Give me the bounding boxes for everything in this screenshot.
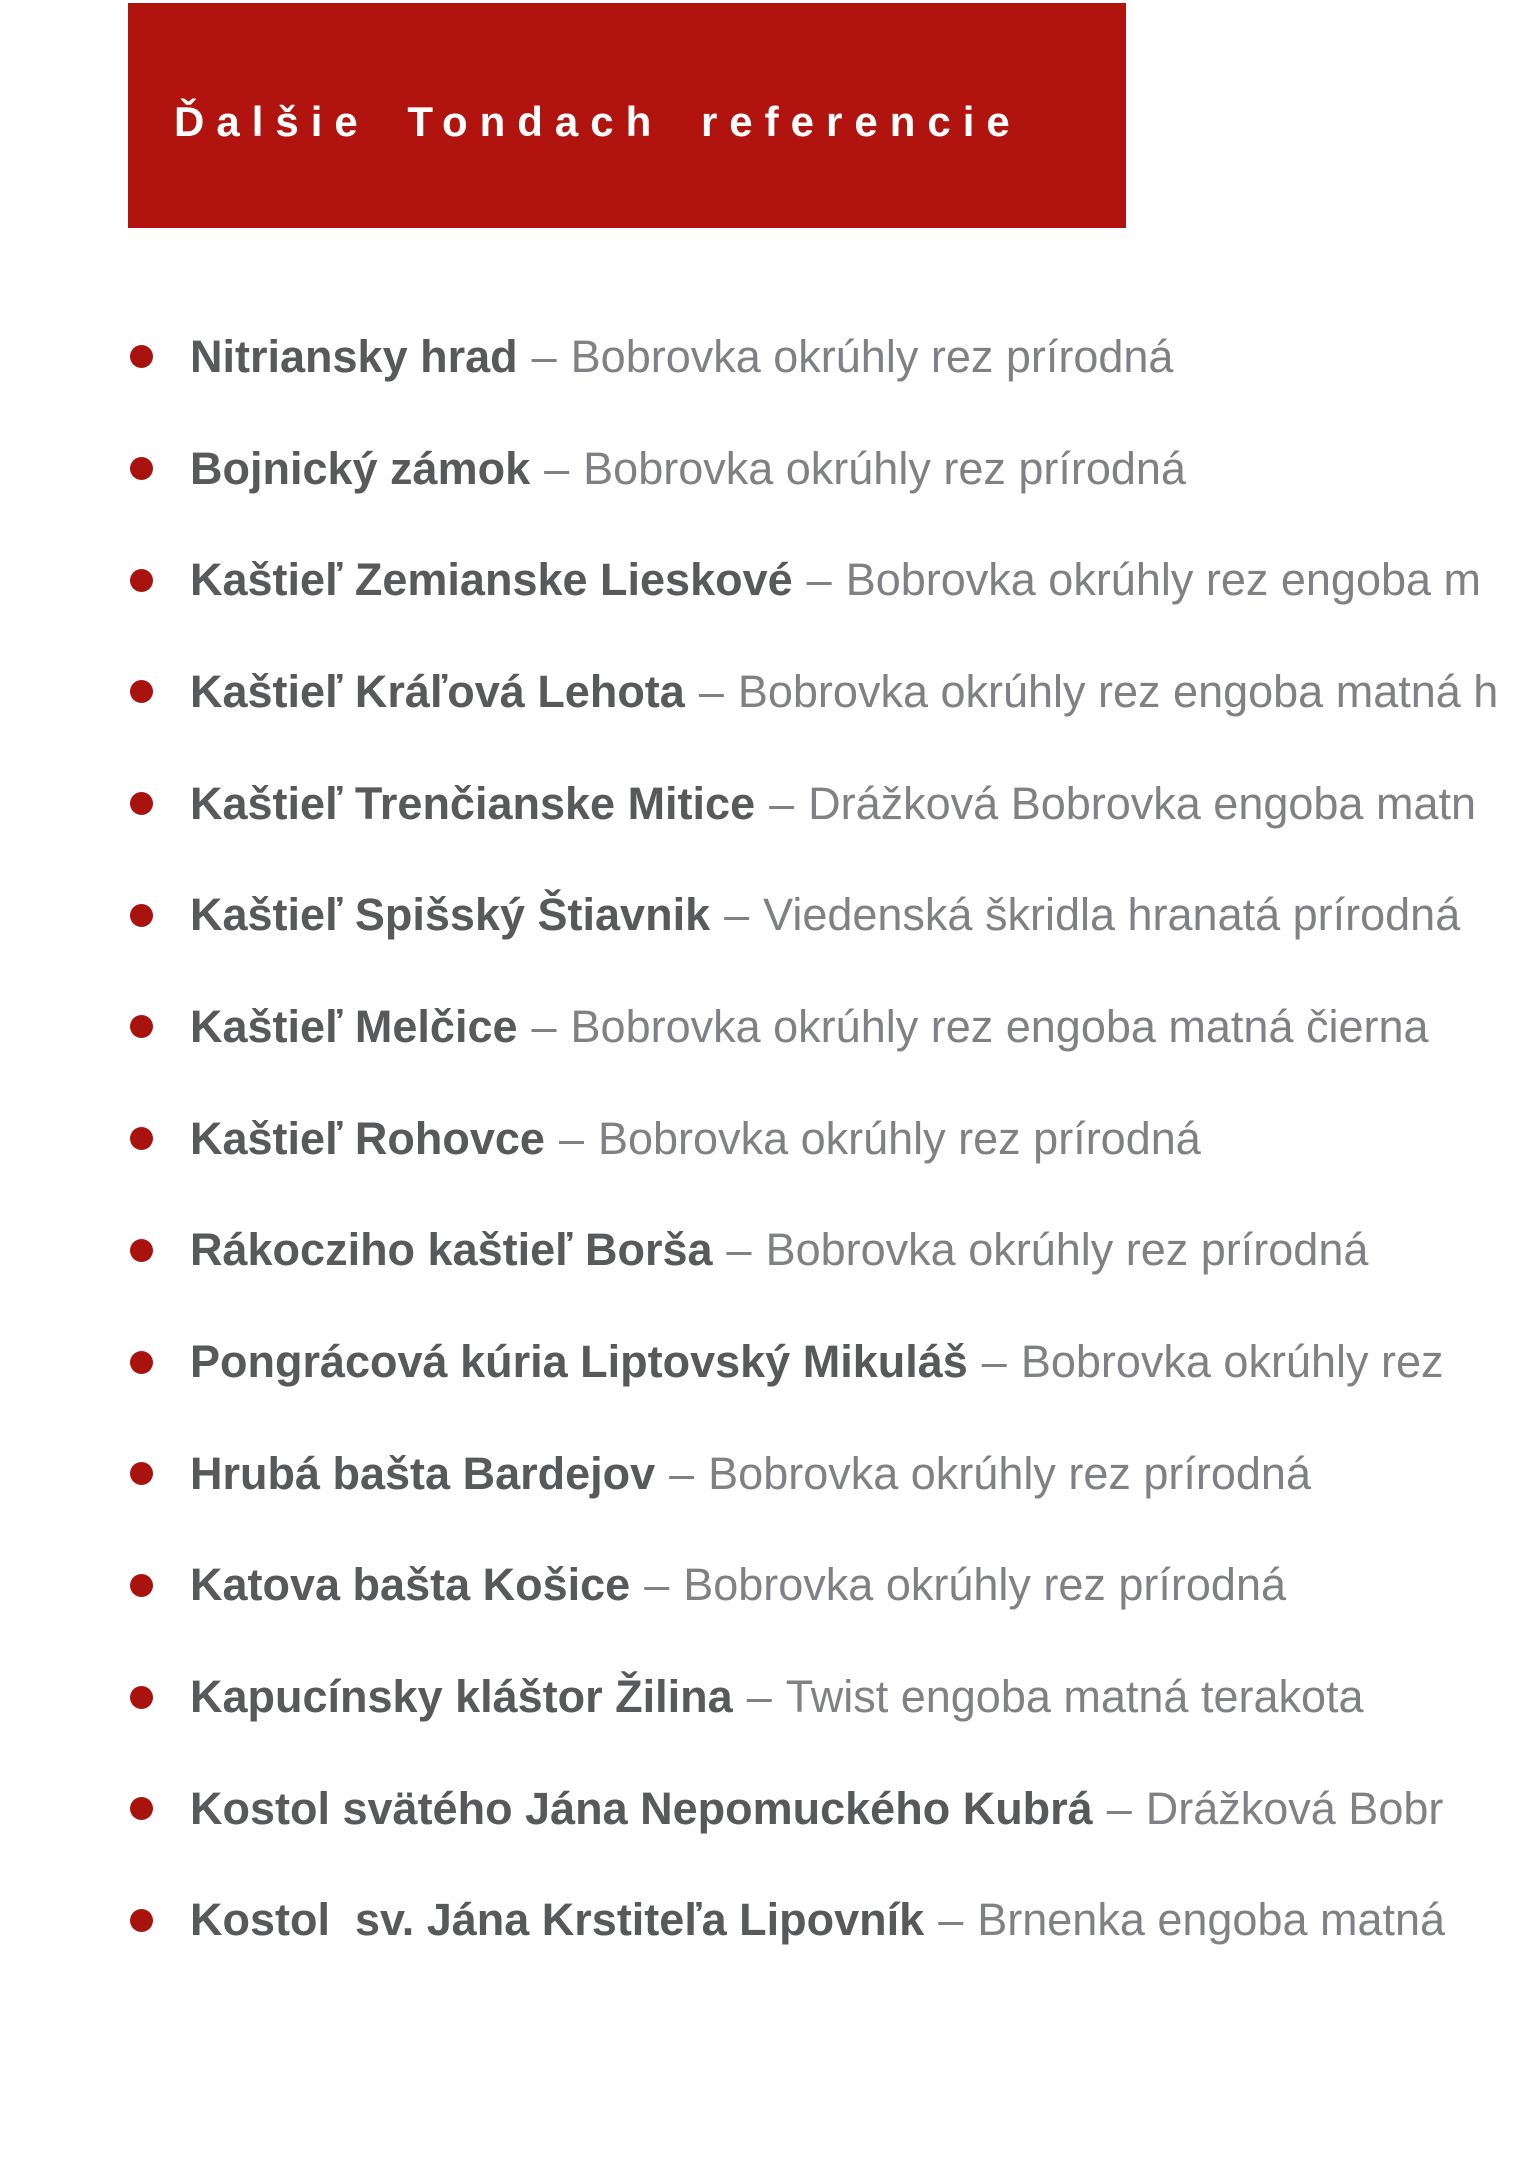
reference-separator: – bbox=[746, 1671, 772, 1723]
reference-name: Kaštieľ Spišský Štiavnik bbox=[190, 889, 711, 941]
reference-description: Drážková Bobr bbox=[1145, 1782, 1444, 1834]
reference-description: Brnenka engoba matná bbox=[977, 1894, 1446, 1946]
reference-separator: – bbox=[544, 442, 570, 494]
reference-description: Bobrovka okrúhly rez prírodná bbox=[683, 1559, 1287, 1611]
list-item bbox=[0, 636, 1527, 748]
reference-description: Bobrovka okrúhly rez prírodná bbox=[597, 1112, 1201, 1164]
reference-separator: – bbox=[644, 1559, 670, 1611]
reference-description: Bobrovka okrúhly rez prírodná bbox=[708, 1447, 1311, 1499]
reference-name: Kaštieľ Zemianske Lieskové bbox=[190, 554, 793, 606]
reference-name: Rákocziho kaštieľ Borša bbox=[190, 1224, 713, 1276]
reference-name: Kostol svätého Jána Nepomuckého Kubrá bbox=[190, 1782, 1093, 1834]
list-item bbox=[0, 1195, 1527, 1307]
list-item bbox=[0, 1530, 1527, 1642]
reference-separator: – bbox=[769, 777, 795, 829]
reference-name: Katova bašta Košice bbox=[190, 1559, 631, 1611]
reference-separator: – bbox=[698, 665, 724, 717]
reference-name: Kostol sv. Jána Krstiteľa Lipovník bbox=[190, 1894, 925, 1946]
reference-name: Kaštieľ Melčice bbox=[190, 1000, 518, 1052]
reference-name: Pongrácová kúria Liptovský Mikuláš bbox=[190, 1336, 968, 1388]
bullet-icon bbox=[130, 680, 153, 703]
bullet-icon bbox=[130, 1015, 153, 1038]
reference-description: Bobrovka okrúhly rez prírodná bbox=[570, 330, 1174, 382]
reference-description: Viedenská škridla hranatá prírodná bbox=[763, 889, 1461, 941]
bullet-icon bbox=[130, 904, 153, 927]
reference-name: Hrubá bašta Bardejov bbox=[190, 1447, 656, 1499]
bullet-icon bbox=[130, 1797, 153, 1820]
bullet-icon bbox=[130, 345, 153, 368]
reference-description: Bobrovka okrúhly rez engoba m bbox=[845, 554, 1482, 606]
reference-description: Bobrovka okrúhly rez bbox=[1020, 1336, 1444, 1388]
bullet-icon bbox=[130, 1239, 153, 1262]
list-item bbox=[0, 1306, 1527, 1418]
reference-separator: – bbox=[669, 1447, 695, 1499]
list-item bbox=[0, 1865, 1527, 1977]
reference-separator: – bbox=[806, 554, 832, 606]
reference-description: Twist engoba matná terakota bbox=[785, 1671, 1364, 1723]
list-item bbox=[0, 971, 1527, 1083]
bullet-icon bbox=[130, 1686, 153, 1709]
bullet-icon bbox=[130, 1574, 153, 1597]
bullet-icon bbox=[130, 1127, 153, 1150]
reference-separator: – bbox=[981, 1336, 1007, 1388]
list-item bbox=[0, 524, 1527, 636]
bullet-icon bbox=[130, 569, 153, 592]
list-item bbox=[0, 1418, 1527, 1530]
reference-description: Bobrovka okrúhly rez engoba matná h bbox=[737, 665, 1499, 717]
bullet-icon bbox=[130, 1909, 153, 1932]
reference-name: Kaštieľ Kráľová Lehota bbox=[190, 665, 685, 717]
bullet-icon bbox=[130, 792, 153, 815]
reference-name: Kaštieľ Rohovce bbox=[190, 1112, 545, 1164]
list-item bbox=[0, 301, 1527, 413]
list-item bbox=[0, 1641, 1527, 1753]
reference-description: Bobrovka okrúhly rez prírodná bbox=[583, 442, 1186, 494]
reference-list bbox=[0, 301, 1527, 1976]
reference-description: Bobrovka okrúhly rez engoba matná čierna bbox=[570, 1000, 1429, 1052]
list-item bbox=[0, 1083, 1527, 1195]
page-title: Ďalšie Tondach referencie bbox=[174, 97, 1022, 145]
bullet-icon bbox=[130, 1351, 153, 1374]
reference-separator: – bbox=[531, 330, 557, 382]
reference-separator: – bbox=[1106, 1782, 1132, 1834]
reference-separator: – bbox=[938, 1894, 964, 1946]
title-banner bbox=[128, 3, 1126, 228]
reference-separator: – bbox=[558, 1112, 584, 1164]
bullet-icon bbox=[130, 457, 153, 480]
bullet-icon bbox=[130, 1462, 153, 1485]
reference-name: Nitriansky hrad bbox=[190, 330, 518, 382]
reference-description: Bobrovka okrúhly rez prírodná bbox=[765, 1224, 1369, 1276]
list-item bbox=[0, 859, 1527, 971]
list-item bbox=[0, 1753, 1527, 1865]
list-item bbox=[0, 413, 1527, 525]
reference-description: Drážková Bobrovka engoba matn bbox=[808, 777, 1477, 829]
reference-name: Kaštieľ Trenčianske Mitice bbox=[190, 777, 756, 829]
reference-name: Bojnický zámok bbox=[190, 442, 531, 494]
list-item bbox=[0, 748, 1527, 860]
reference-separator: – bbox=[531, 1000, 557, 1052]
reference-name: Kapucínsky kláštor Žilina bbox=[190, 1671, 733, 1723]
reference-separator: – bbox=[726, 1224, 752, 1276]
reference-separator: – bbox=[724, 889, 750, 941]
